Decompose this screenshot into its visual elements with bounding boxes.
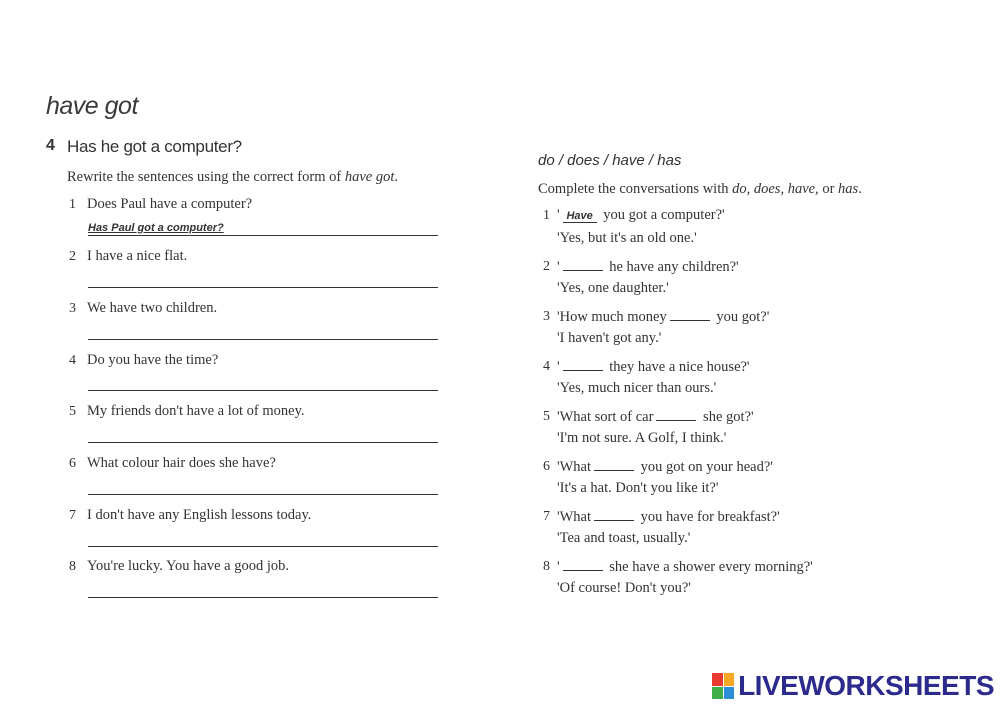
left-item-text: What colour hair does she have? (87, 455, 276, 471)
right-item-question: ' they have a nice house?' (557, 359, 750, 375)
right-item-question: 'How much money you got?' (557, 309, 770, 325)
liveworksheets-brand[interactable] (712, 668, 994, 704)
right-item-number: 3 (543, 309, 550, 324)
right-item-number: 8 (543, 559, 550, 574)
logo-square (724, 687, 735, 700)
right-item-reply: 'I'm not sure. A Golf, I think.' (557, 430, 727, 446)
left-item-number: 5 (69, 404, 76, 419)
answer-blank[interactable] (670, 308, 710, 321)
liveworksheets-logo-icon (712, 673, 734, 699)
right-item-reply: 'Yes, one daughter.' (557, 280, 669, 296)
right-item-number: 2 (543, 259, 550, 274)
left-item-text: You're lucky. You have a good job. (87, 558, 289, 574)
left-item-text: We have two children. (87, 300, 218, 316)
answer-blank[interactable] (563, 258, 603, 271)
logo-square (724, 673, 735, 686)
logo-square (712, 687, 723, 700)
right-item-question: 'What you got on your head?' (557, 459, 773, 475)
answer-line[interactable] (88, 442, 438, 443)
right-item-reply: 'I haven't got any.' (557, 330, 662, 346)
left-item-number: 1 (69, 197, 76, 212)
page-title: have got (46, 92, 138, 120)
left-instruction: Rewrite the sentences using the correct form of have got. (67, 169, 398, 185)
answer-line[interactable] (88, 546, 438, 547)
left-item-number: 8 (69, 559, 76, 574)
left-item-number: 7 (69, 508, 76, 523)
left-item-text: Do you have the time? (87, 352, 219, 368)
left-item-number: 4 (69, 353, 76, 368)
answer-line[interactable] (88, 494, 438, 495)
right-heading: do / does / have / has (538, 152, 682, 169)
right-item-number: 4 (543, 359, 550, 374)
right-item-number: 5 (543, 409, 550, 424)
exercise-heading: Has he got a computer? (67, 137, 242, 156)
right-item-reply: 'Tea and toast, usually.' (557, 530, 691, 546)
right-item-number: 6 (543, 459, 550, 474)
left-item-number: 6 (69, 456, 76, 471)
left-item-text: My friends don't have a lot of money. (87, 403, 305, 419)
logo-square (712, 673, 723, 686)
answer-line[interactable] (88, 287, 438, 288)
exercise-number: 4 (46, 137, 55, 154)
right-item-reply: 'Yes, but it's an old one.' (557, 230, 697, 246)
right-item-reply: 'It's a hat. Don't you like it?' (557, 480, 719, 496)
answer-line[interactable] (88, 390, 438, 391)
right-item-question: 'What sort of car she got?' (557, 409, 754, 425)
right-item-question: 'What you have for breakfast?' (557, 509, 780, 525)
brand-name: LIVEWORKSHEETS (738, 670, 994, 701)
right-instruction: Complete the conversations with do, does, have, or has. (538, 181, 862, 197)
left-item-number: 2 (69, 249, 76, 264)
answer-blank[interactable] (563, 558, 603, 571)
answer-line[interactable] (88, 597, 438, 598)
answer-blank[interactable]: Have (563, 210, 597, 223)
right-item-question: ' he have any children?' (557, 259, 739, 275)
left-item-number: 3 (69, 301, 76, 316)
right-item-number: 7 (543, 509, 550, 524)
answer-blank[interactable] (594, 458, 634, 471)
answer-blank[interactable] (594, 508, 634, 521)
right-item-question: ' she have a shower every morning?' (557, 559, 813, 575)
left-item-text: I don't have any English lessons today. (87, 507, 312, 523)
answer-line[interactable] (88, 235, 438, 236)
answer-blank[interactable] (656, 408, 696, 421)
answer-blank[interactable] (563, 358, 603, 371)
answer-line[interactable] (88, 339, 438, 340)
left-item-answer[interactable]: Has Paul got a computer? (88, 222, 224, 234)
right-item-reply: 'Yes, much nicer than ours.' (557, 380, 717, 396)
left-item-text: Does Paul have a computer? (87, 196, 253, 212)
right-item-question: ' Have you got a computer?' (557, 207, 725, 223)
right-item-reply: 'Of course! Don't you?' (557, 580, 691, 596)
left-item-text: I have a nice flat. (87, 248, 188, 264)
right-item-number: 1 (543, 208, 550, 223)
